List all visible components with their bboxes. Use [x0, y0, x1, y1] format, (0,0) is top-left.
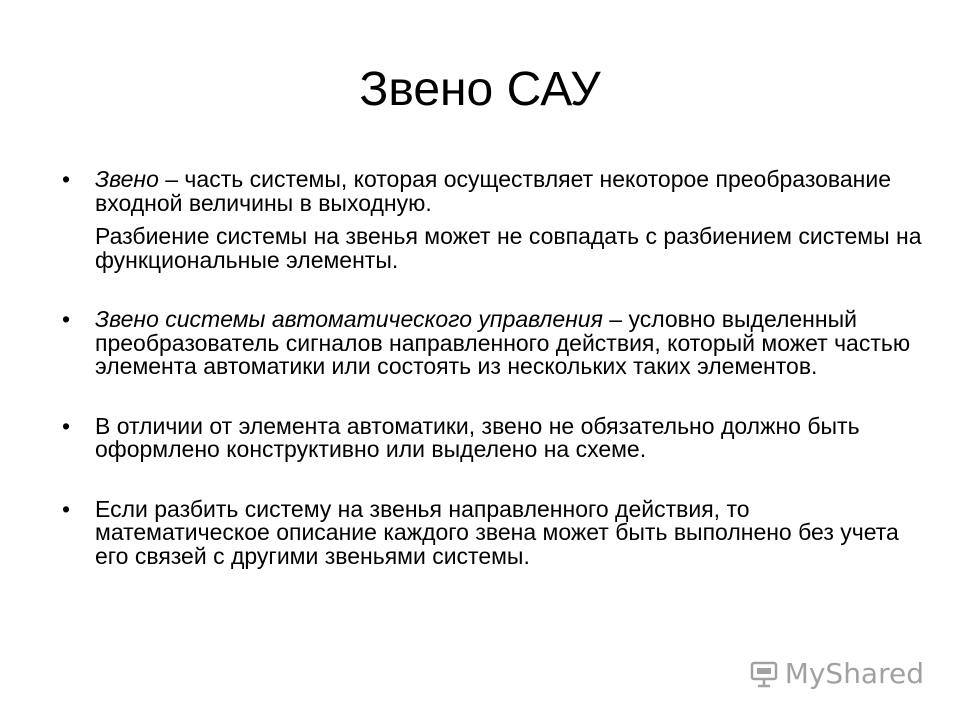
bullet-item-2 — [62, 308, 922, 379]
watermark-text: MyShared — [784, 657, 924, 690]
bullet-symbol: • — [62, 412, 71, 439]
bullet-extra-1: Разбиение системы на звенья может не совпадать с разбиением системы на функциональные элементы. — [95, 223, 922, 273]
slide-content — [62, 168, 922, 568]
bullet-item-3 — [62, 412, 922, 462]
bullet-term-2: Звено системы автоматического управления — [95, 306, 603, 332]
bullet-text-2 — [95, 308, 922, 379]
bullet-item-4 — [62, 495, 922, 569]
bullet-symbol: • — [62, 306, 71, 332]
bullet-body-1: – часть системы, которая осуществляет некоторое преобразование входной величины в выходную. — [95, 166, 891, 216]
bullet-item-1 — [62, 168, 922, 272]
bullet-symbol: • — [62, 166, 71, 192]
projector-screen-icon — [749, 659, 779, 689]
bullet-text-1 — [95, 168, 922, 215]
bullet-text-3: В отличии от элемента автоматики, звено не обязательно должно быть оформлено конструктивно или выделено на схеме. — [95, 412, 860, 462]
bullet-text-4: Если разбить систему на звенья направленного действия, то математическое описание каждого звена может быть выполнено без учета его связей с другими звеньями системы. — [95, 495, 899, 569]
watermark — [749, 657, 924, 690]
bullet-term-1: Звено — [95, 166, 159, 192]
bullet-body-2: – условно выделенный преобразователь сигналов направленного действия, который может частью элемента автоматики или состоять из нескольких таких элементов. — [95, 306, 911, 379]
bullet-symbol: • — [62, 495, 71, 522]
slide-title: Звено САУ — [359, 63, 601, 116]
